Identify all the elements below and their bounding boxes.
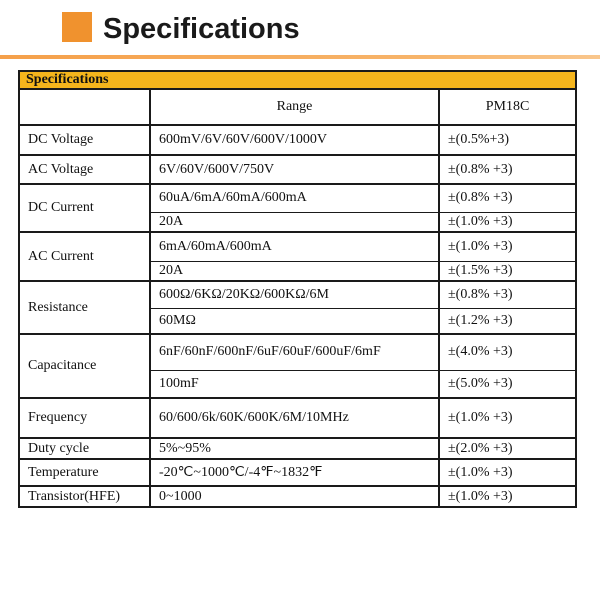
parameter-label: AC Voltage: [19, 155, 150, 184]
header-accent-square: [62, 12, 92, 42]
accuracy-cell: ±(2.0% +3): [439, 438, 576, 459]
accuracy-cell: ±(1.5% +3): [439, 261, 576, 281]
range-cell: 60MΩ: [150, 308, 439, 334]
parameter-label: Capacitance: [19, 334, 150, 398]
table-row: [19, 184, 576, 212]
column-header-parameter: [19, 89, 150, 125]
parameter-label: Temperature: [19, 459, 150, 486]
range-cell: 6mA/60mA/600mA: [150, 232, 439, 261]
accuracy-cell: ±(1.0% +3): [439, 212, 576, 232]
page-title: Specifications: [103, 13, 300, 45]
range-cell: 20A: [150, 261, 439, 281]
table-banner-row: [19, 71, 576, 89]
table-row: [19, 155, 576, 184]
accuracy-cell: ±(0.8% +3): [439, 155, 576, 184]
parameter-label: Transistor(HFE): [19, 486, 150, 507]
parameter-label: DC Current: [19, 184, 150, 232]
accuracy-cell: ±(0.8% +3): [439, 184, 576, 212]
range-cell: 0~1000: [150, 486, 439, 507]
table-row: [19, 232, 576, 261]
accuracy-cell: ±(1.0% +3): [439, 459, 576, 486]
parameter-label: Duty cycle: [19, 438, 150, 459]
table-row: [19, 281, 576, 308]
table-row: [19, 438, 576, 459]
range-cell: 100mF: [150, 370, 439, 398]
range-cell: -20℃~1000℃/-4℉~1832℉: [150, 459, 439, 486]
range-cell: 600mV/6V/60V/600V/1000V: [150, 125, 439, 155]
range-cell: 60/600/6k/60K/600K/6M/10MHz: [150, 398, 439, 438]
table-banner: Specifications: [19, 71, 576, 89]
range-cell: 6V/60V/600V/750V: [150, 155, 439, 184]
accuracy-cell: ±(1.0% +3): [439, 232, 576, 261]
table-header-row: [19, 89, 576, 125]
header-divider: [0, 55, 600, 59]
range-cell: 60uA/6mA/60mA/600mA: [150, 184, 439, 212]
parameter-label: Resistance: [19, 281, 150, 334]
parameter-label: Frequency: [19, 398, 150, 438]
column-header-model: PM18C: [439, 89, 576, 125]
parameter-label: DC Voltage: [19, 125, 150, 155]
range-cell: 5%~95%: [150, 438, 439, 459]
accuracy-cell: ±(0.5%+3): [439, 125, 576, 155]
accuracy-cell: ±(1.0% +3): [439, 486, 576, 507]
accuracy-cell: ±(1.2% +3): [439, 308, 576, 334]
table-row: [19, 334, 576, 370]
table-row: [19, 486, 576, 507]
table-row: [19, 398, 576, 438]
accuracy-cell: ±(0.8% +3): [439, 281, 576, 308]
range-cell: 6nF/60nF/600nF/6uF/60uF/600uF/6mF: [150, 334, 439, 370]
accuracy-cell: ±(5.0% +3): [439, 370, 576, 398]
specifications-table: [18, 70, 577, 508]
accuracy-cell: ±(1.0% +3): [439, 398, 576, 438]
range-cell: 20A: [150, 212, 439, 232]
accuracy-cell: ±(4.0% +3): [439, 334, 576, 370]
range-cell: 600Ω/6KΩ/20KΩ/600KΩ/6M: [150, 281, 439, 308]
table-row: [19, 125, 576, 155]
parameter-label: AC Current: [19, 232, 150, 281]
table-row: [19, 459, 576, 486]
column-header-range: Range: [150, 89, 439, 125]
